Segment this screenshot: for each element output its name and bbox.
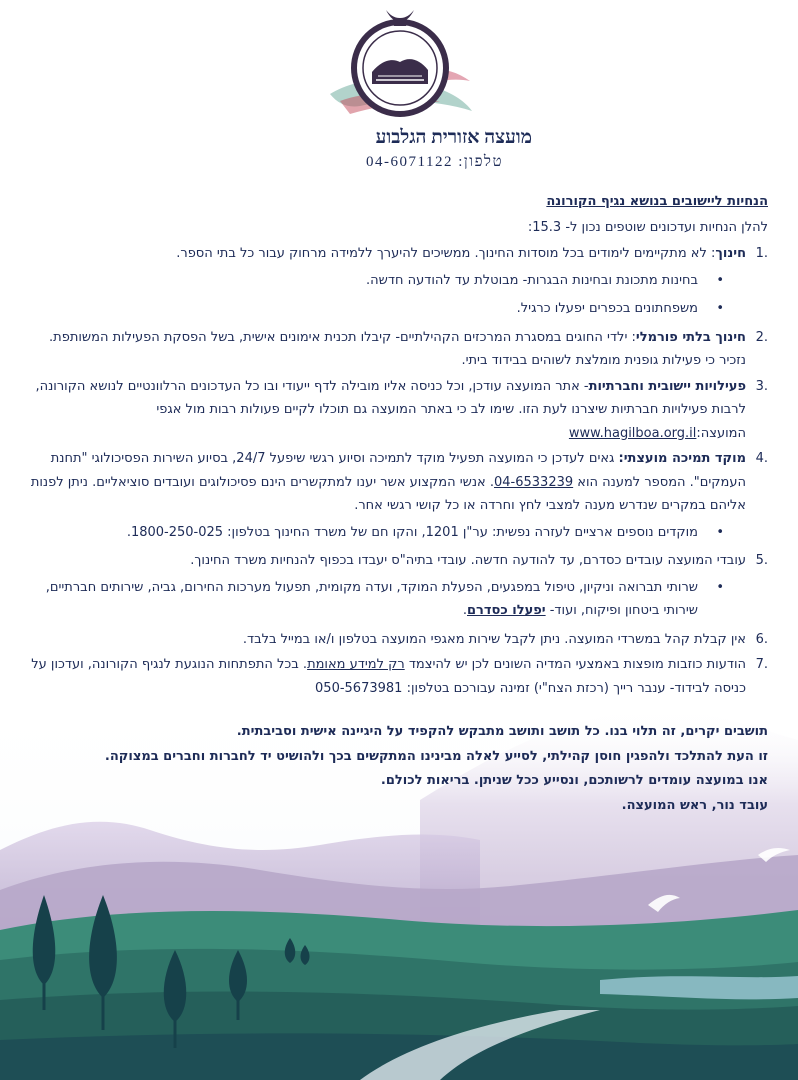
sub-list-item: • משפחתונים בכפרים יפעלו כרגיל. — [28, 297, 746, 321]
document-title: הנחיות ליישובים בנושא נגיף הקורונה — [546, 194, 768, 209]
education-hotline-phone: 1800-250-025 — [130, 524, 224, 540]
item-number: 6 . — [756, 628, 768, 652]
list-item — [28, 242, 768, 321]
sub-list — [28, 576, 746, 623]
sub-list-item: • בחינות מתכונת ובחינות הבגרות- מבוטלת עד להודעה חדשה. — [28, 269, 746, 293]
item-number: 7 . — [756, 653, 768, 677]
header-phone — [366, 154, 503, 171]
item-text: : ילדי החוגים במסגרת המרכזים הקהילתיים- קיבלו תכנית אימונים אישית, בשל הפסקת הפעילות המשותפת. נזכיר כי פעילות גופנית מומלצת לשוהים בבידוד ביתי. — [49, 329, 746, 368]
closing-line: תושבים יקרים, זה תלוי בנו. כל תושב ותושב מתבקש להקפיד על היגיינה אישית וסביבתית. — [236, 724, 768, 739]
signature-line: עובד נור, ראש המועצה. — [621, 797, 768, 813]
sub-item-emphasis: יפעלו כסדרם — [467, 603, 546, 618]
item-number: 1 . — [756, 242, 768, 266]
item-lead: חינוך בלתי פורמלי — [635, 329, 746, 345]
sub-list — [28, 269, 746, 321]
sub-list-item — [28, 521, 746, 545]
list-item — [28, 549, 768, 623]
item-text: : לא מתקיימים לימודים בכל מוסדות החינוך. ממשיכים להיערך ללמידה מרחוק עבור כל בתי הספר. — [176, 246, 716, 261]
closing-line: זו העת להתלכד ולהפגין חוסן קהילתי, לסייע לאלה מבינינו המתקשים בכך ולהושיט יד לחברות וחברים במצוקה. — [104, 748, 768, 764]
item-text: - אתר המועצה עודכן, וכל כניסה אליו מובילה לדף ייעודי ובו כל העדכונים הרלוונטיים לנושא הקורונה, לרבות פעילויות חברתיות שיצרנו לעת הזו. שימו לב כי באתר המועצה גם תוכלו לקיים פעולות רבות מול אגפי המועצה: — [35, 378, 746, 441]
item-text: . אנשי המקצוע אשר יענו למתקשרים הינם פסיכולוגים ועובדים סוציאליים. ניתן לפנות אליהם במקרים שנדרש מענה למצבי לחץ וחרדה או כל קושי רגשי אחר. — [30, 474, 746, 513]
document-intro: להלן הנחיות ועדכונים שוטפים נכון ל- 15.3: — [527, 219, 768, 235]
support-hotline-phone: 04-6533239 — [494, 474, 574, 490]
closing-line: אנו במועצה עומדים לרשותכם, ונסייע ככל שניתן. בריאות לכולם. — [380, 773, 768, 788]
sub-list-item — [28, 576, 746, 623]
item-text: . בכל התפתחות הנוגעת לנגיף הקורונה, ועדכון על כניסה לבידוד- ענבר רייך (רכזת הצח"י) זמינה עבורכם בטלפון: — [31, 657, 746, 696]
item-number: 4 . — [756, 447, 768, 471]
item-text: עובדי המועצה עובדים כסדרם, עד להודעה חדשה. עובדי בתיה"ס יעבדו בכפוף להנחיות משרד החינוך. — [190, 553, 746, 568]
list-item — [28, 375, 768, 446]
item-number: 2 . — [756, 326, 768, 350]
item-text: אין קבלת קהל במשרדי המועצה. ניתן לקבל שירות מאגפי המועצה בטלפון ו/או במייל בלבד. — [242, 631, 746, 647]
item-lead: פעילויות יישובית וחברתיות — [588, 378, 746, 394]
closing-message — [28, 720, 768, 818]
sub-item-end: . — [462, 603, 467, 618]
organization-name: מועצה אזורית הגלבוע — [375, 127, 532, 148]
sub-item-end: . — [126, 524, 131, 540]
guidelines-list — [28, 242, 768, 700]
list-item — [28, 653, 768, 700]
item-text: הודעות כוזבות מופצות באמצעי המדיה השונים לכן יש להיצמד — [404, 657, 746, 672]
item-number: 5 . — [756, 549, 768, 573]
website-link[interactable]: www.hagilboa.org.il — [568, 425, 697, 441]
list-item — [28, 326, 768, 373]
council-emblem-icon — [320, 6, 480, 131]
item-lead: חינוך — [715, 246, 746, 261]
sub-item-text: מוקדים נוספים ארציים לעזרה נפשית: ער"ן 1201, והקו חם של משרד החינוך בטלפון: — [223, 524, 698, 540]
document-body — [28, 190, 768, 818]
phone-number: 04-6071122 — [366, 154, 453, 170]
list-item — [28, 447, 768, 544]
coordinator-phone: 050-5673981 — [315, 680, 403, 696]
item-text: גאים לעדכן כי המועצה תפעיל מוקד לתמיכה וסיוע רגשי שיפעל 24/7, בסיוע השירות הפסיכולוגי "תחנת העמקים". המספר למענה הוא — [50, 451, 746, 490]
letterhead — [0, 6, 798, 176]
item-number: 3 . — [756, 375, 768, 399]
list-item — [28, 628, 768, 652]
phone-label: טלפון: — [458, 154, 503, 170]
item-emphasis: רק למידע מאומת — [307, 657, 405, 672]
item-lead: מוקד תמיכה מועצתי: — [618, 451, 746, 466]
sub-item-text: שרותי תברואה וניקיון, טיפול במפגעים, הפעלת המוקד, ועדה מקומית, תפעול מערכות החירום, גביה, שירותים חברתיים, שירותי ביטחון ופיקוח, ועוד- — [45, 579, 698, 618]
sub-list — [28, 521, 746, 545]
